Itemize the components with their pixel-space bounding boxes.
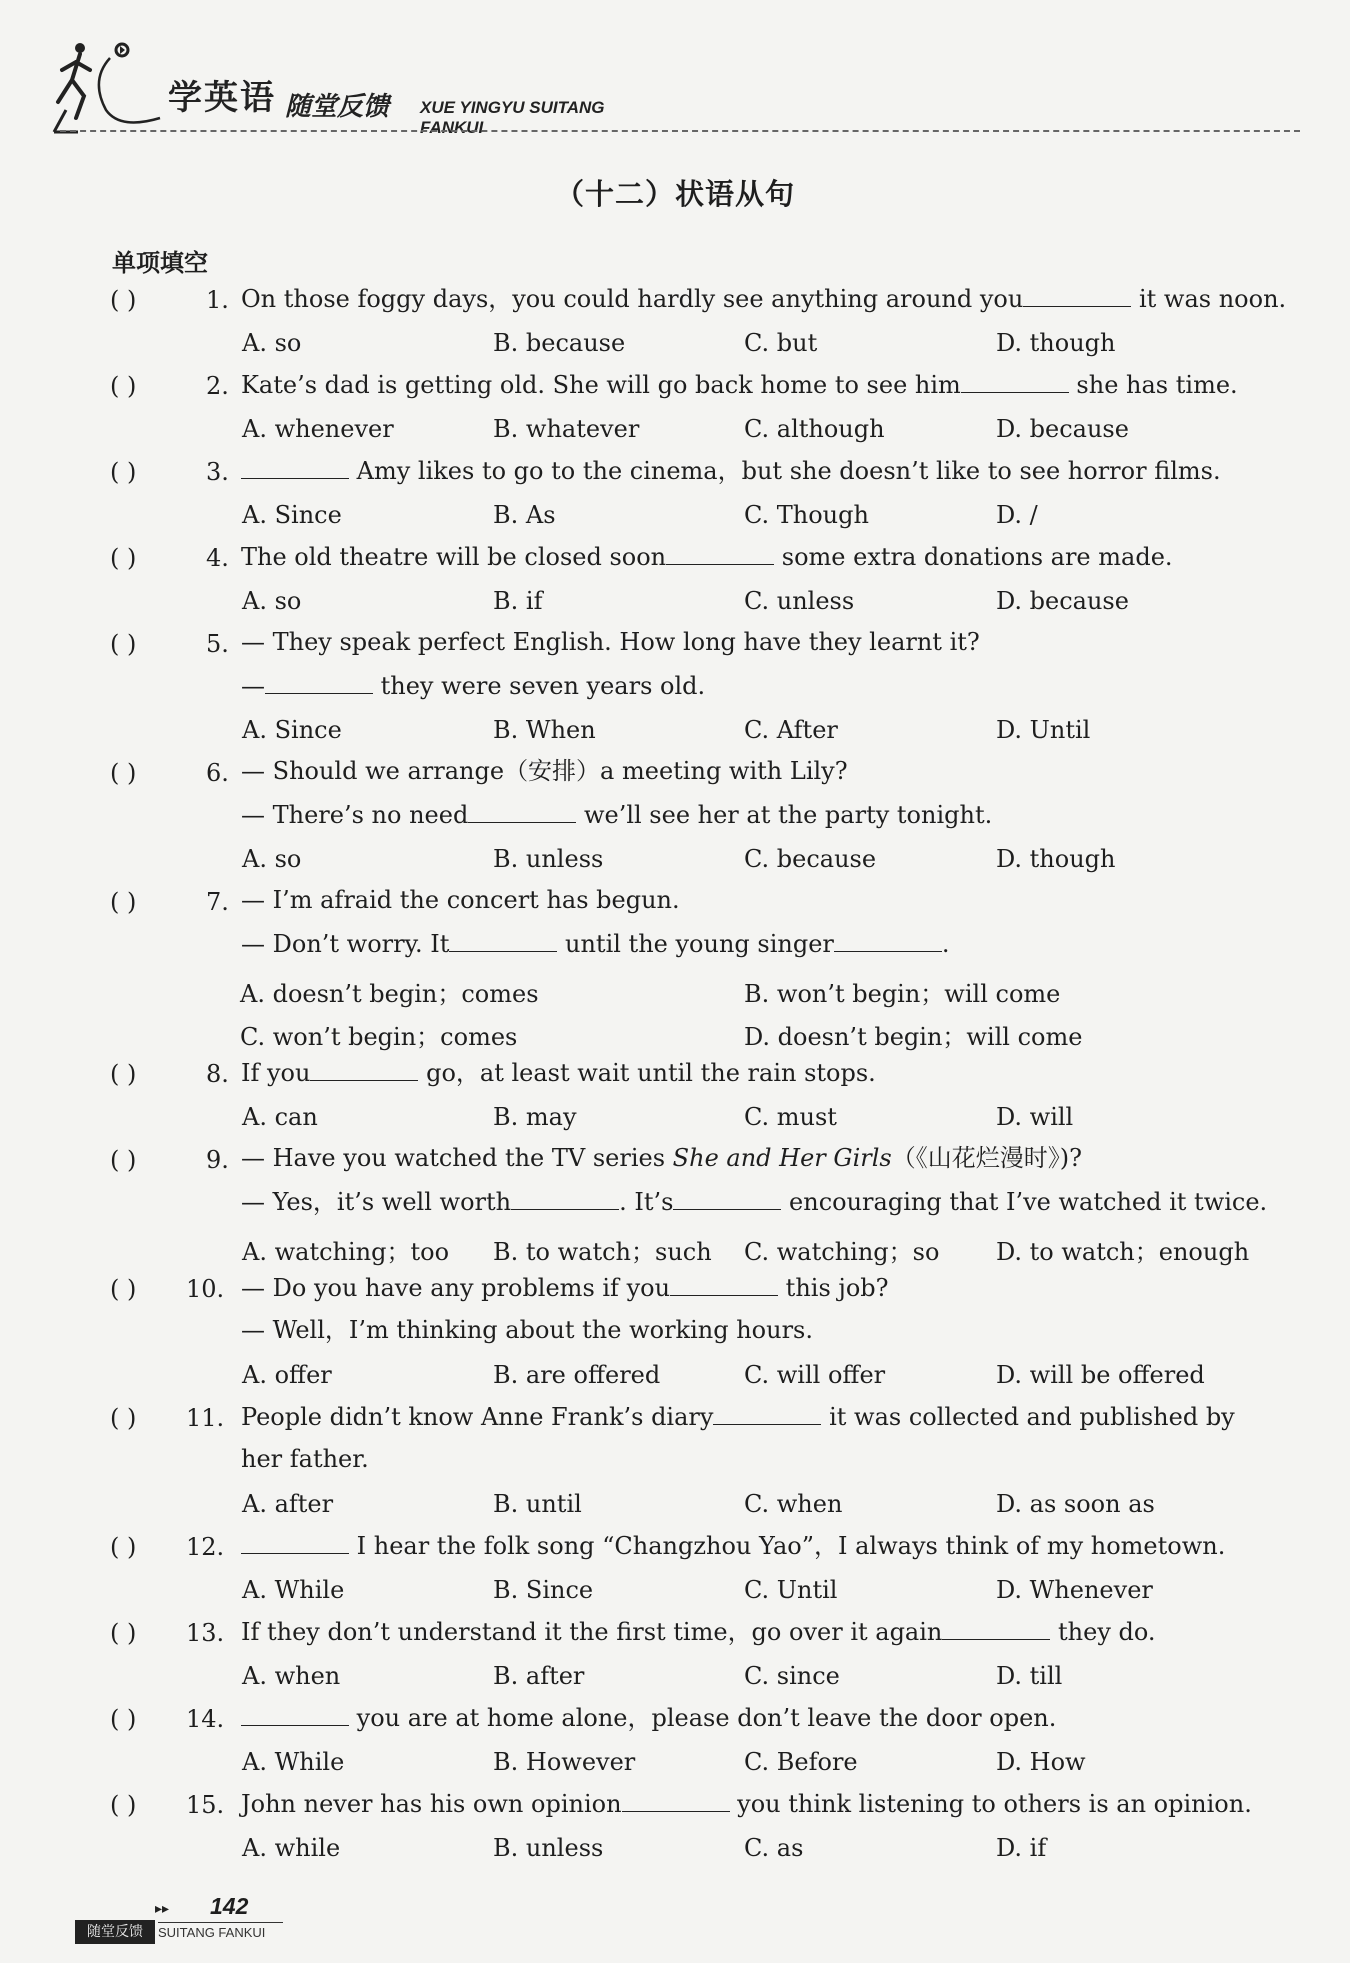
stem-text: — Do you have any problems if you — [241, 1274, 671, 1302]
answer-bracket[interactable]: ( ) — [110, 1060, 137, 1088]
answer-blank[interactable] — [241, 1705, 349, 1726]
option-c[interactable]: C. must — [744, 1103, 837, 1131]
question-stem-line2 — [241, 673, 705, 698]
stem-text: — There’s no need — [241, 801, 469, 829]
option-b[interactable]: B. As — [493, 501, 556, 529]
stem-text: you think listening to others is an opinion. — [729, 1790, 1252, 1818]
stem-text: Amy likes to go to the cinema，but she doesn’t like to see horror films. — [349, 457, 1221, 485]
stem-text: they were seven years old. — [373, 672, 706, 700]
option-a[interactable]: A. While — [242, 1748, 345, 1776]
page-header — [50, 40, 660, 140]
question-number: 5. — [206, 630, 229, 658]
stem-text: we’ll see her at the party tonight. — [576, 801, 993, 829]
answer-blank[interactable] — [834, 931, 942, 952]
option-b[interactable]: B. unless — [493, 845, 604, 873]
option-c[interactable]: C. will offer — [744, 1361, 886, 1389]
option-a[interactable]: A. so — [242, 329, 302, 357]
stem-text: If you — [241, 1059, 311, 1087]
answer-bracket[interactable]: ( ) — [110, 1619, 137, 1647]
question-number: 6. — [206, 759, 229, 787]
option-b[interactable]: B. if — [493, 587, 543, 615]
option-a[interactable]: A. While — [242, 1576, 345, 1604]
option-c[interactable]: C. Until — [744, 1576, 838, 1604]
question-stem — [241, 1619, 1156, 1644]
option-c[interactable]: C. unless — [744, 587, 855, 615]
option-d[interactable]: D. though — [996, 329, 1116, 357]
question-stem — [241, 759, 848, 783]
question-number: 12. — [186, 1533, 225, 1561]
answer-bracket[interactable]: ( ) — [110, 544, 137, 572]
option-a[interactable]: A. while — [242, 1834, 341, 1862]
question-stem-line2 — [241, 931, 950, 956]
stem-text: （《山花烂漫时》)? — [891, 1144, 1082, 1172]
stem-text: she has time. — [1068, 371, 1238, 399]
option-c[interactable]: C. since — [744, 1662, 840, 1690]
option-b[interactable]: B. However — [493, 1748, 636, 1776]
option-d[interactable]: D. if — [996, 1834, 1047, 1862]
option-c[interactable]: C. watching；so — [744, 1238, 940, 1266]
stem-text: . It’s — [619, 1188, 674, 1216]
footer-divider — [158, 1922, 283, 1923]
answer-bracket[interactable]: ( ) — [110, 286, 137, 314]
question-stem — [241, 286, 1286, 311]
stem-text: — — [241, 672, 265, 700]
option-b[interactable]: B. because — [493, 329, 626, 357]
option-d[interactable]: D. till — [996, 1662, 1063, 1690]
question-stem — [241, 1404, 1235, 1429]
option-b[interactable]: B. are offered — [493, 1361, 661, 1389]
option-d[interactable]: D. as soon as — [996, 1490, 1155, 1518]
option-d[interactable]: D. doesn’t begin；will come — [744, 1023, 1083, 1051]
page-title: （十二）状语从句 — [554, 177, 795, 211]
answer-bracket[interactable]: ( ) — [110, 1275, 137, 1303]
answer-blank[interactable] — [942, 1619, 1050, 1640]
question-number: 2. — [206, 372, 229, 400]
option-d[interactable]: D. though — [996, 845, 1116, 873]
option-a[interactable]: A. so — [242, 845, 302, 873]
option-b[interactable]: B. whatever — [493, 415, 640, 443]
option-a[interactable]: A. watching；too — [242, 1238, 450, 1266]
question-stem-line2 — [241, 1189, 1267, 1214]
answer-blank[interactable] — [241, 458, 349, 479]
answer-blank[interactable] — [670, 1275, 778, 1296]
answer-blank[interactable] — [713, 1404, 821, 1425]
stem-text: People didn’t know Anne Frank’s diary — [241, 1403, 714, 1431]
answer-blank[interactable] — [961, 372, 1069, 393]
option-b[interactable]: B. after — [493, 1662, 585, 1690]
option-c[interactable]: C. but — [744, 329, 818, 357]
answer-blank[interactable] — [1023, 286, 1131, 307]
option-c[interactable]: C. won’t begin；comes — [240, 1023, 518, 1051]
option-a[interactable]: A. offer — [242, 1361, 332, 1389]
option-c[interactable]: C. although — [744, 415, 885, 443]
brand-english: XUE YINGYU SUITANG FANKUI — [420, 98, 605, 137]
question-number: 10. — [186, 1275, 225, 1303]
question-number: 9. — [206, 1146, 229, 1174]
section-heading: 单项填空 — [112, 249, 208, 277]
stem-text: I hear the folk song “Changzhou Yao”，I always think of my hometown. — [349, 1532, 1226, 1560]
option-b[interactable]: B. until — [493, 1490, 582, 1518]
answer-blank[interactable] — [622, 1791, 730, 1812]
option-a[interactable]: A. so — [242, 587, 302, 615]
option-c[interactable]: C. when — [744, 1490, 843, 1518]
answer-blank[interactable] — [265, 673, 373, 694]
answer-blank[interactable] — [468, 802, 576, 823]
stem-text: If they don’t understand it the first time，go over it again — [241, 1618, 943, 1646]
option-a[interactable]: A. after — [242, 1490, 334, 1518]
page-number: 142 — [210, 1893, 249, 1919]
option-b[interactable]: B. may — [493, 1103, 577, 1131]
option-b[interactable]: B. won’t begin；will come — [744, 980, 1061, 1008]
answer-blank[interactable] — [666, 544, 774, 565]
stem-text: it was collected and published by — [821, 1403, 1235, 1431]
option-b[interactable]: B. Since — [493, 1576, 594, 1604]
question-stem-line2 — [241, 1447, 369, 1471]
option-d[interactable]: D. Whenever — [996, 1576, 1153, 1604]
stem-text: — Yes，it’s well worth — [241, 1188, 512, 1216]
option-d[interactable]: D. How — [996, 1748, 1086, 1776]
answer-bracket[interactable]: ( ) — [110, 888, 137, 916]
option-d[interactable]: D. will — [996, 1103, 1074, 1131]
option-b[interactable]: B. When — [493, 716, 596, 744]
question-stem — [241, 888, 680, 912]
answer-blank[interactable] — [511, 1189, 619, 1210]
answer-bracket[interactable]: ( ) — [110, 1404, 137, 1432]
stem-text: John never has his own opinion — [241, 1790, 622, 1818]
question-stem — [241, 630, 980, 654]
question-stem-line2 — [241, 1318, 813, 1342]
option-a[interactable]: A. doesn’t begin；comes — [240, 980, 539, 1008]
answer-bracket[interactable]: ( ) — [110, 372, 137, 400]
question-number: 14. — [186, 1705, 225, 1733]
brand-chinese: 学英语 — [168, 78, 276, 118]
answer-bracket[interactable]: ( ) — [110, 1791, 137, 1819]
option-d[interactable]: D. will be offered — [996, 1361, 1205, 1389]
option-a[interactable]: A. Since — [242, 501, 342, 529]
stem-text: they do. — [1050, 1618, 1156, 1646]
stem-text: — Have you watched the TV series — [241, 1144, 673, 1172]
question-stem — [241, 1146, 1082, 1170]
option-d[interactable]: D. because — [996, 587, 1129, 615]
question-stem — [241, 1060, 876, 1085]
option-b[interactable]: B. unless — [493, 1834, 604, 1862]
footer-tab: 随堂反馈 — [75, 1920, 155, 1944]
option-c[interactable]: C. After — [744, 716, 838, 744]
stem-text: — Should we arrange（安排）a meeting with Lily? — [241, 757, 848, 785]
stem-text: it was noon. — [1131, 285, 1287, 313]
stem-text: — Well，I’m thinking about the working hours. — [241, 1316, 813, 1344]
stem-text: Kate’s dad is getting old. She will go back home to see him — [241, 371, 961, 399]
question-stem — [241, 1533, 1225, 1558]
option-c[interactable]: C. because — [744, 845, 877, 873]
option-d[interactable]: D. because — [996, 415, 1129, 443]
footer-english: SUITANG FANKUI — [158, 1925, 266, 1940]
question-number: 8. — [206, 1060, 229, 1088]
question-stem-line2 — [241, 802, 992, 827]
answer-blank[interactable] — [449, 931, 557, 952]
option-c[interactable]: C. Before — [744, 1748, 858, 1776]
answer-bracket[interactable]: ( ) — [110, 1146, 137, 1174]
option-b[interactable]: B. to watch；such — [493, 1238, 712, 1266]
option-a[interactable]: A. whenever — [242, 415, 394, 443]
stem-text: — Don’t worry. It — [241, 930, 450, 958]
stem-text: On those foggy days，you could hardly see anything around you — [241, 285, 1024, 313]
stem-text: her father. — [241, 1445, 369, 1473]
question-stem — [241, 1791, 1252, 1816]
series-title: She and Her Girls — [672, 1144, 892, 1172]
option-a[interactable]: A. Since — [242, 716, 342, 744]
option-c[interactable]: C. Though — [744, 501, 869, 529]
answer-bracket[interactable]: ( ) — [110, 458, 137, 486]
stem-text: you are at home alone，please don’t leave the door open. — [349, 1704, 1057, 1732]
stem-text: encouraging that I’ve watched it twice. — [781, 1188, 1268, 1216]
question-number: 1. — [206, 286, 229, 314]
answer-bracket[interactable]: ( ) — [110, 1533, 137, 1561]
question-stem — [241, 544, 1173, 569]
stem-text: some extra donations are made. — [774, 543, 1173, 571]
option-a[interactable]: A. can — [242, 1103, 318, 1131]
answer-blank[interactable] — [241, 1533, 349, 1554]
question-number: 7. — [206, 888, 229, 916]
question-number: 4. — [206, 544, 229, 572]
question-stem — [241, 372, 1238, 397]
answer-bracket[interactable]: ( ) — [110, 1705, 137, 1733]
option-d[interactable]: D. to watch；enough — [996, 1238, 1250, 1266]
answer-blank[interactable] — [673, 1189, 781, 1210]
answer-blank[interactable] — [310, 1060, 418, 1081]
option-a[interactable]: A. when — [242, 1662, 341, 1690]
footer-arrows-icon: ▸▸ — [155, 1901, 170, 1917]
question-number: 15. — [186, 1791, 225, 1819]
option-c[interactable]: C. as — [744, 1834, 804, 1862]
question-stem — [241, 1275, 889, 1300]
answer-bracket[interactable]: ( ) — [110, 630, 137, 658]
answer-bracket[interactable]: ( ) — [110, 759, 137, 787]
stem-text: until the young singer — [557, 930, 834, 958]
question-number: 13. — [186, 1619, 225, 1647]
question-stem — [241, 1705, 1056, 1730]
stem-text: — They speak perfect English. How long have they learnt it? — [241, 628, 980, 656]
question-number: 3. — [206, 458, 229, 486]
option-d[interactable]: D. / — [996, 501, 1038, 529]
stem-text: . — [941, 930, 950, 958]
question-number: 11. — [186, 1404, 225, 1432]
stem-text: The old theatre will be closed soon — [241, 543, 667, 571]
question-stem — [241, 458, 1221, 483]
stem-text: go，at least wait until the rain stops. — [418, 1059, 876, 1087]
brand-chinese-sub: 随堂反馈 — [285, 92, 390, 122]
option-d[interactable]: D. Until — [996, 716, 1091, 744]
stem-text: this job? — [778, 1274, 889, 1302]
runner-logo-icon — [50, 40, 180, 140]
stem-text: — I’m afraid the concert has begun. — [241, 886, 680, 914]
header-divider — [60, 130, 1300, 132]
